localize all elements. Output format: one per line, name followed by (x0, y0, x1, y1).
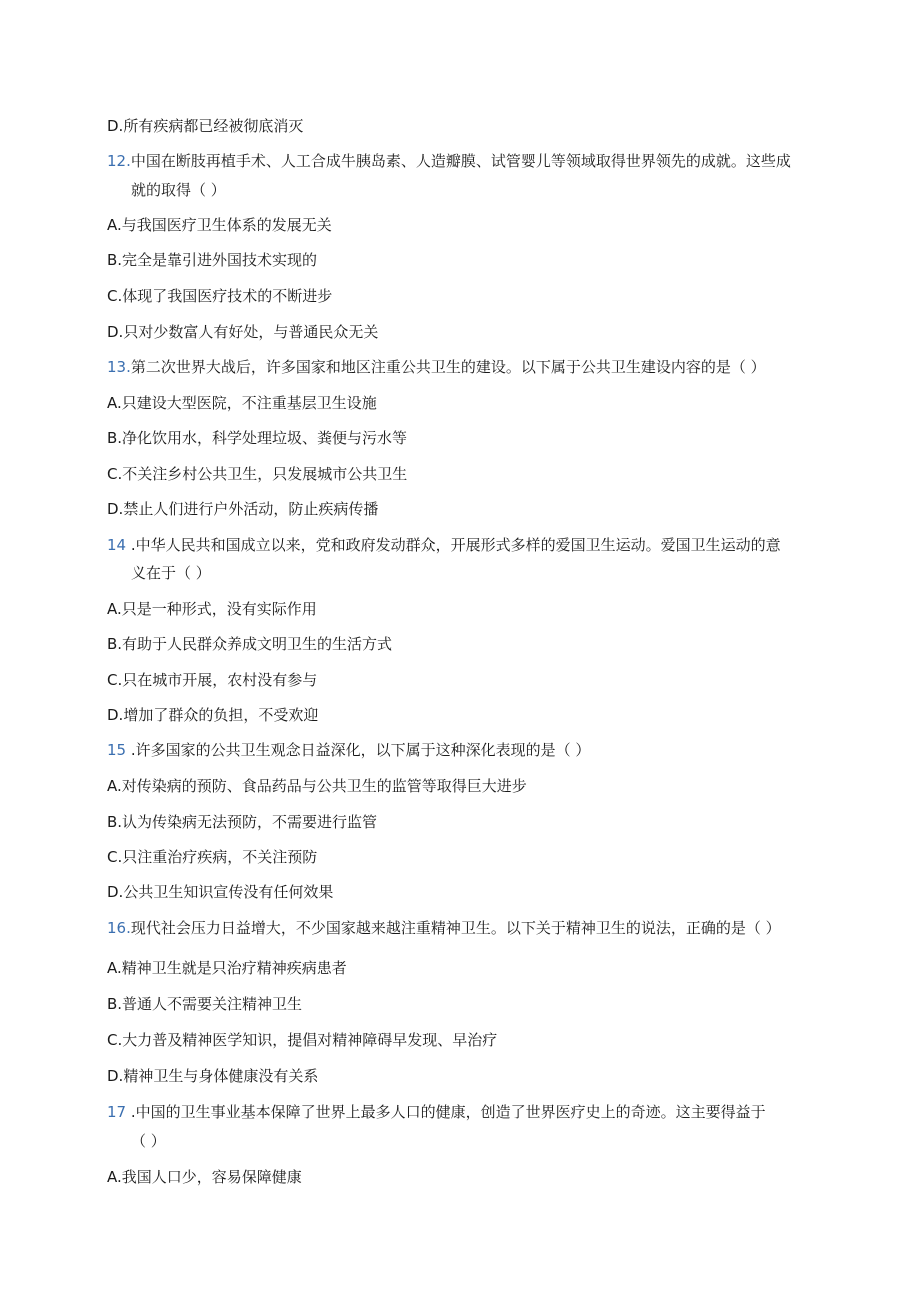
question-12 (107, 151, 791, 171)
option-b: B.净化饮用水，科学处理垃圾、粪便与污水等 (107, 429, 408, 447)
option-a: A.精神卫生就是只治疗精神疾病患者 (107, 959, 347, 977)
question-number: 15 (107, 741, 127, 759)
question-text: 第二次世界大战后，许多国家和地区注重公共卫生的建设。以下属于公共卫生建设内容的是（ ） (130, 358, 766, 376)
option-d: D.增加了群众的负担，不受欢迎 (107, 706, 319, 724)
option-d: D.只对少数富人有好处，与普通民众无关 (107, 323, 379, 341)
option-d: D.精神卫生与身体健康没有关系 (107, 1067, 319, 1085)
option-c: C.体现了我国医疗技术的不断进步 (107, 287, 333, 305)
question-number: 14 (107, 536, 127, 554)
option-b: B.有助于人民群众养成文明卫生的生活方式 (107, 635, 393, 653)
question-12-continuation: 就的取得（ ） (131, 181, 226, 199)
option-d: D.公共卫生知识宣传没有任何效果 (107, 883, 334, 901)
option-b: B.完全是靠引进外国技术实现的 (107, 251, 318, 269)
option-b: B.普通人不需要关注精神卫生 (107, 995, 303, 1013)
option-a: A.只建设大型医院，不注重基层卫生设施 (107, 394, 377, 412)
question-17-continuation: （ ） (131, 1132, 166, 1150)
option-d: D.禁止人们进行户外活动，防止疾病传播 (107, 500, 379, 518)
question-text: 中国在断肢再植手术、人工合成牛胰岛素、人造瓣膜、试管婴儿等领域取得世界领先的成就。这些成 (130, 152, 791, 170)
question-14-continuation: 义在于（ ） (131, 564, 211, 582)
option-b: B.认为传染病无法预防，不需要进行监管 (107, 813, 378, 831)
question-text: .中华人民共和国成立以来，党和政府发动群众，开展形式多样的爱国卫生运动。爱国卫生运动的意 (126, 536, 781, 554)
option-c: C.只注重治疗疾病，不关注预防 (107, 848, 318, 866)
question-number: 12. (107, 152, 131, 170)
option-c: C.只在城市开展，农村没有参与 (107, 671, 318, 689)
question-number: 16. (107, 919, 131, 937)
option-a: A.我国人口少，容易保障健康 (107, 1168, 302, 1186)
question-13 (107, 357, 766, 377)
option-a: A.对传染病的预防、食品药品与公共卫生的监管等取得巨大进步 (107, 777, 527, 795)
question-text: .许多国家的公共卫生观念日益深化，以下属于这种深化表现的是（ ） (126, 741, 591, 759)
question-text: .中国的卫生事业基本保障了世界上最多人口的健康，创造了世界医疗史上的奇迹。这主要得益于 (126, 1103, 766, 1121)
question-16 (107, 918, 781, 938)
question-number: 17 (107, 1103, 127, 1121)
option-c: C.大力普及精神医学知识，提倡对精神障碍早发现、早治疗 (107, 1031, 498, 1049)
question-14 (107, 535, 781, 555)
option-a: A.只是一种形式，没有实际作用 (107, 600, 317, 618)
question-text: 现代社会压力日益增大，不少国家越来越注重精神卫生。以下关于精神卫生的说法，正确的是（ ） (130, 919, 781, 937)
option-c: C.不关注乡村公共卫生，只发展城市公共卫生 (107, 465, 408, 483)
question-17 (107, 1102, 766, 1122)
option-d-q11: D.所有疾病都已经被彻底消灭 (107, 117, 304, 135)
option-a: A.与我国医疗卫生体系的发展无关 (107, 216, 332, 234)
question-15 (107, 740, 590, 760)
question-number: 13. (107, 358, 131, 376)
